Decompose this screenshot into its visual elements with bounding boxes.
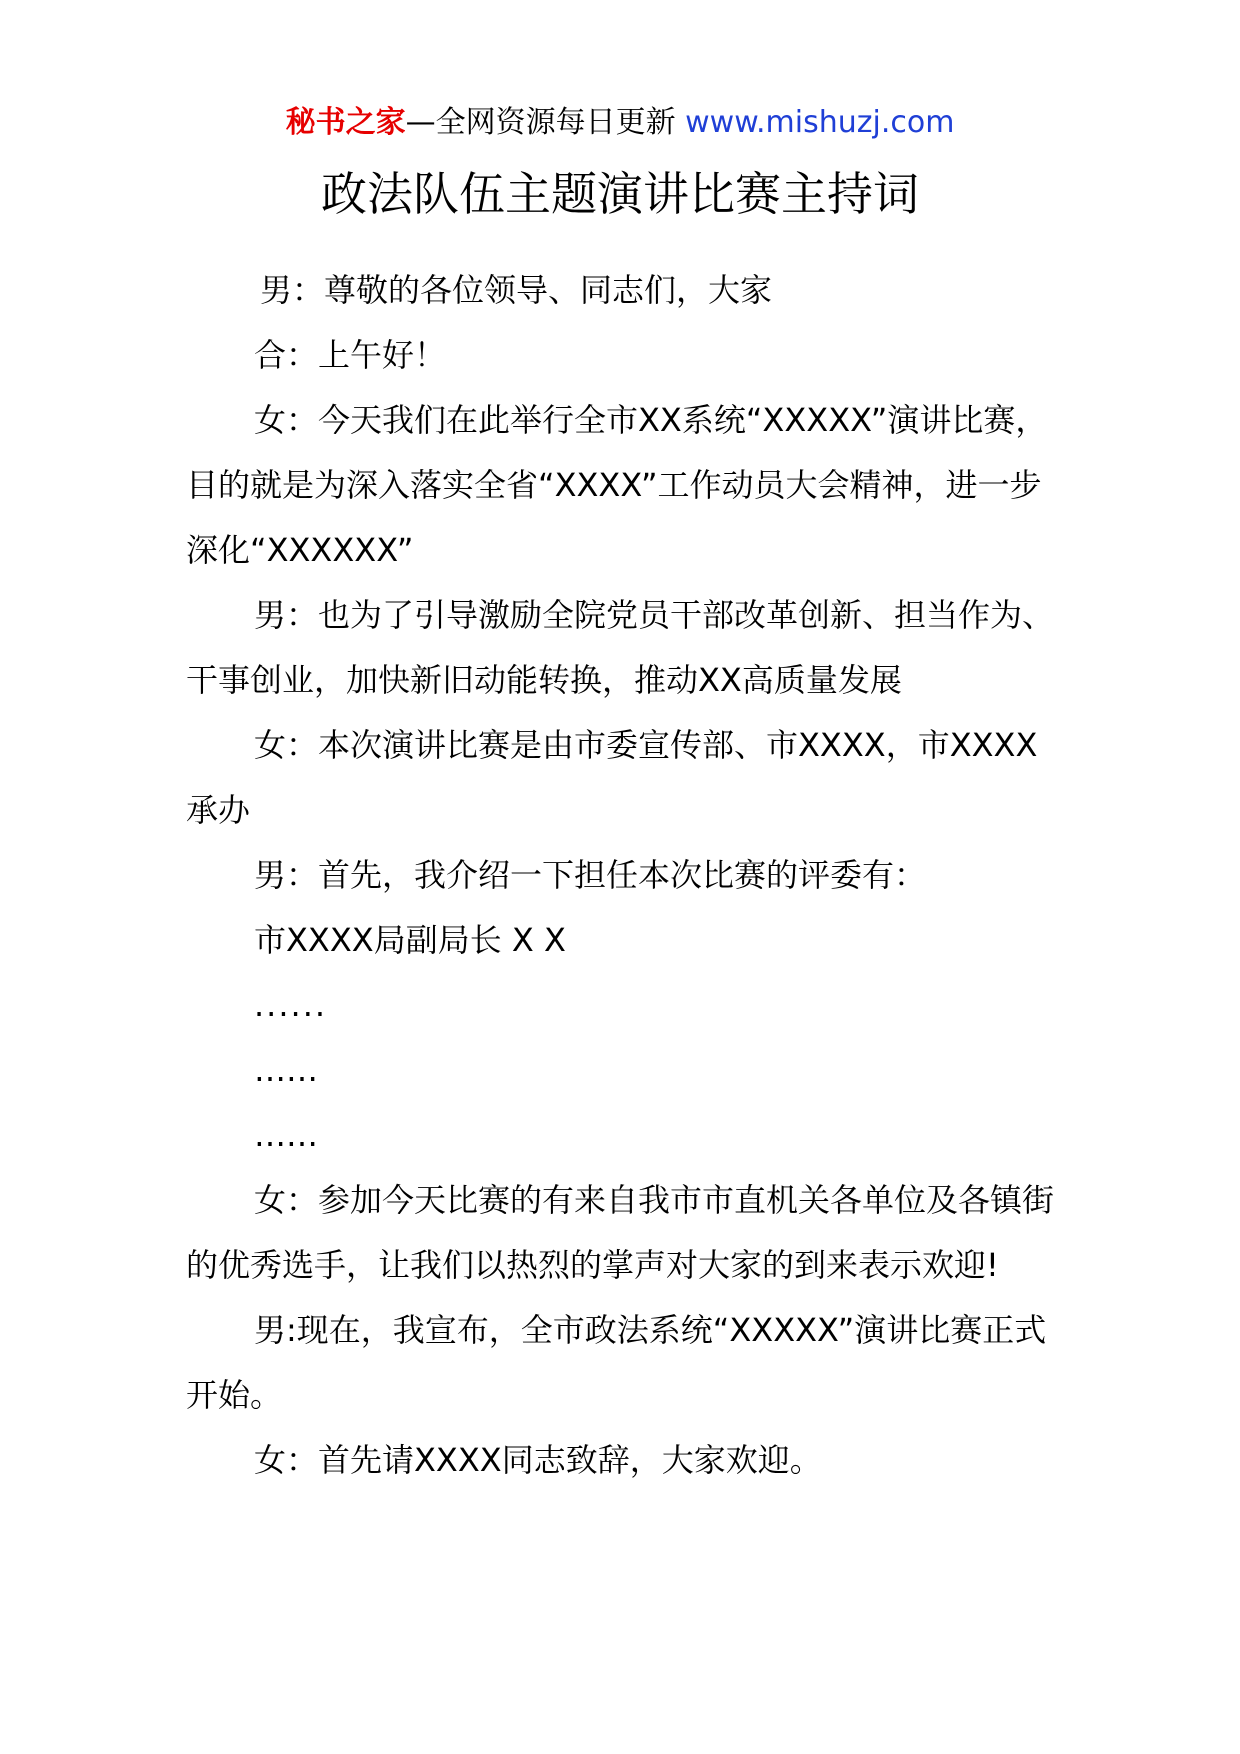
paragraph-response: 合：上午好！ <box>254 336 447 374</box>
document-body <box>186 258 1066 1493</box>
brand-name: 秘书之家 <box>285 105 406 140</box>
paragraph-speech-invite: 女：首先请XXXX同志致辞，大家欢迎。 <box>254 1441 822 1479</box>
paragraph-judge-name: 市XXXX局副局长 X X <box>254 921 566 959</box>
paragraph-ellipsis: …… <box>254 1051 318 1089</box>
paragraph-greeting: 男：尊敬的各位领导、同志们，大家 <box>260 271 773 309</box>
paragraph-ellipsis: …… <box>254 1116 318 1154</box>
paragraph-purpose: 女：今天我们在此举行全市XX系统“XXXXX”演讲比赛，目的就是为深入落实全省“XXXX”工作动员大会精神，进一步深化“XXXXXX” <box>186 401 1048 569</box>
site-tagline: —全网资源每日更新 <box>405 105 686 140</box>
document-title: 政法队伍主题演讲比赛主持词 <box>321 167 919 221</box>
paragraph-ellipsis: ...... <box>254 986 328 1024</box>
paragraph-goal: 男：也为了引导激励全院党员干部改革创新、担当作为、干事创业，加快新旧动能转换，推动XX高质量发展 <box>186 596 1055 699</box>
site-header <box>0 100 1240 146</box>
paragraph-opening: 男:现在，我宣布，全市政法系统“XXXXX”演讲比赛正式开始。 <box>186 1311 1047 1414</box>
paragraph-contestants: 女：参加今天比赛的有来自我市市直机关各单位及各镇街的优秀选手，让我们以热烈的掌声对大家的到来表示欢迎! <box>186 1181 1055 1284</box>
paragraph-organizers: 女：本次演讲比赛是由市委宣传部、市XXXX，市XXXX承办 <box>186 726 1038 829</box>
site-url-link[interactable]: www.mishuzj.com <box>685 105 955 140</box>
paragraph-judges-intro: 男：首先，我介绍一下担任本次比赛的评委有： <box>254 856 927 894</box>
